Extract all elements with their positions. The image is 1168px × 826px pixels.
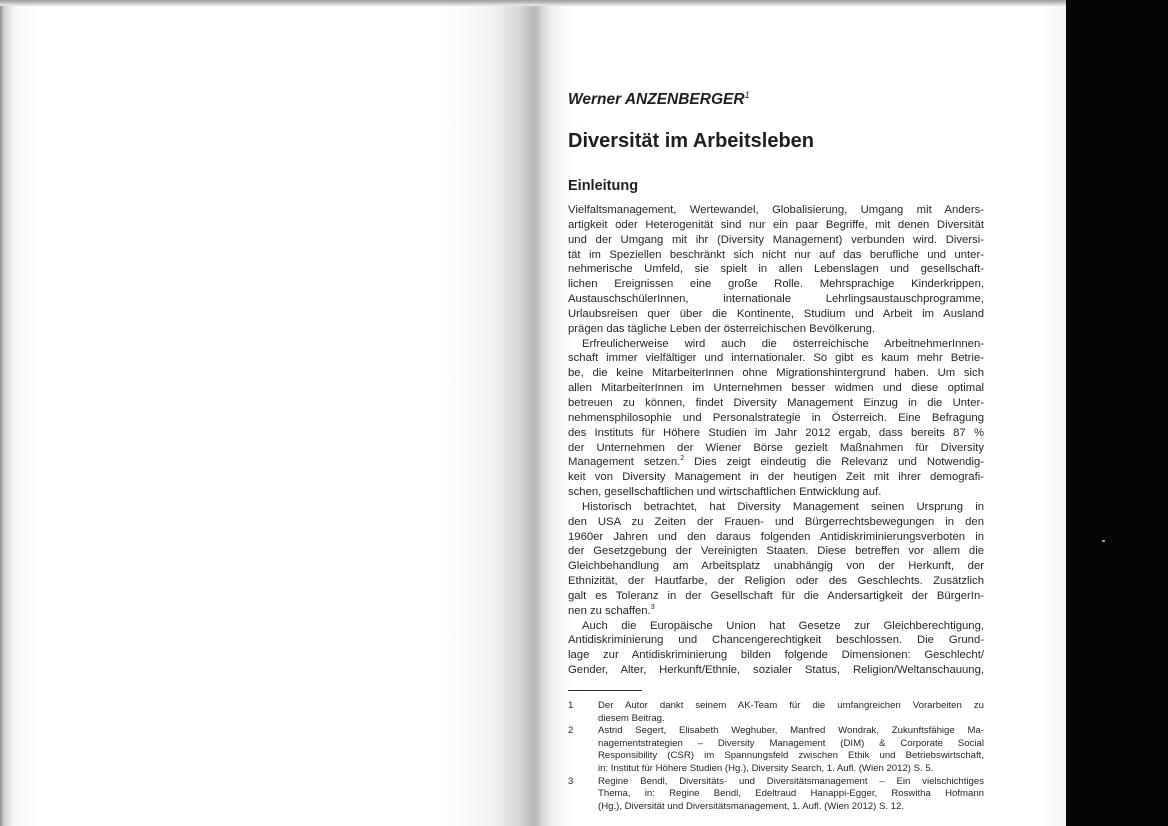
body-text: [568, 203, 984, 678]
body-line: Gender, Alter, Herkunft/Ethnie, sozialer Status, Religion/Weltanschauung,: [568, 664, 984, 677]
body-line: AustauschschülerInnen, internationale Lehrlingsaustauschprogramme,: [568, 293, 984, 306]
scan-speck: [1102, 540, 1105, 542]
body-line: Gleichbehandlung am Arbeitsplatz unabhängig von der Herkunft, der: [568, 560, 984, 573]
footnote-item: [568, 700, 984, 725]
line-text: nen zu schaffen.: [568, 604, 651, 617]
body-line: Historisch betrachtet, hat Diversity Management seinen Ursprung in: [582, 500, 984, 513]
body-line: allen MitarbeiterInnen im Unternehmen besser widmen und diese optimal: [568, 382, 984, 395]
footnote-reference: 2: [680, 455, 685, 463]
footnote-line: diesem Beitrag.: [598, 712, 665, 724]
body-line: der Unternehmen der Wiener Börse gezielt Maßnahmen für Diversity: [568, 441, 984, 454]
body-line: den USA zu Zeiten der Frauen- und Bürgerrechtsbewegungen in den: [568, 515, 984, 528]
body-line: und der Umgang mit ihr (Diversity Management) verbunden wird. Diversi-: [568, 233, 984, 246]
line-text: Management setzen.: [568, 456, 681, 469]
footnotes: [568, 700, 984, 813]
body-line: tät im Speziellen beschränkt sich nicht nur auf das berufliche und unter-: [568, 248, 984, 261]
left-page-blank: [0, 0, 540, 826]
footnote-line: Astrid Segert, Elisabeth Weghuber, Manfred Wondrak, Zukunftsfähige Ma-: [598, 725, 984, 737]
body-line: lichen Ereignissen eine große Rolle. Mehrsprachige Kinderkrippen,: [568, 278, 984, 291]
footnote-line: Responsibility (CSR) im Spannungsfeld zwischen Ethik und Betriebswirtschaft,: [598, 750, 984, 762]
body-line: betreuen zu können, findet Diversity Management Einzug in die Unter-: [568, 396, 984, 409]
body-line: [568, 604, 984, 619]
footnote-reference: 3: [650, 604, 655, 612]
body-line: Vielfaltsmanagement, Wertewandel, Globalisierung, Umgang mit Anders-: [568, 204, 984, 216]
body-line: keit von Diversity Management in der heutigen Zeit mit ihrer demografi-: [568, 471, 984, 484]
footnote-item: [568, 725, 984, 775]
body-line: Auch die Europäische Union hat Gesetze zur Gleichberechtigung,: [582, 619, 984, 632]
author-footnote-mark: 1: [744, 90, 750, 100]
body-line: Urlaubsreisen quer über die Kontinente, Studium und Arbeit im Ausland: [568, 307, 984, 320]
footnote-line: Der Autor dankt seinem AK-Team für die umfangreichen Vorarbeiten zu: [598, 700, 984, 711]
body-line: prägen das tägliche Leben der österreichischen Bevölkerung.: [568, 322, 876, 335]
body-line: des Instituts für Höhere Studien im Jahr 2012 ergab, dass bereits 87 %: [568, 426, 984, 439]
footnote-number: 2: [568, 725, 574, 737]
footnote-text: [598, 700, 984, 725]
body-line: schen, gesellschaftlichen und wirtschaftlichen Entwicklung auf.: [568, 486, 882, 499]
scanner-background: [1066, 0, 1168, 826]
body-line: [568, 455, 984, 470]
body-line: artigkeit oder Heterogenität sind nur ein paar Begriffe, mit denen Diversität: [568, 218, 984, 231]
body-line: schaft immer vielfältiger und internationaler. So gibt es kaum mehr Betrie-: [568, 352, 984, 365]
line-text-continued: Dies zeigt eindeutig die Relevanz und Notwendig-: [684, 456, 984, 469]
body-line: Ethnizität, der Hautfarbe, der Religion oder des Geschlechts. Zusätzlich: [568, 575, 984, 588]
footnote-line: nagementstrategien – Diversity Management (DIM) & Corporate Social: [598, 737, 984, 749]
author-name: Werner ANZENBERGER$^1$: [568, 90, 750, 109]
footnote-line: in: Institut für Höhere Studien (Hg.), Diversity Search, 1. Aufl. (Wien 2012) S. 5.: [598, 762, 934, 774]
footnote-line: Regine Bendl, Diversitäts- und Diversitätsmanagement – Ein vielschichtiges: [598, 775, 984, 787]
footnote-number: 3: [568, 775, 574, 787]
footnote-line: (Hg.), Diversität und Diversitätsmanagement, 1. Aufl. (Wien 2012) S. 12.: [598, 800, 905, 812]
body-line: nehmerische Umfeld, sie spielt in allen Lebenslagen und gesellschaft-: [568, 263, 984, 276]
footnote-number: 1: [568, 700, 574, 711]
footnote-rule: [568, 690, 642, 691]
body-line: galt es Toleranz in der Gesellschaft für die Andersartigkeit der BürgerIn-: [568, 589, 984, 602]
footnote-text: [598, 776, 984, 814]
body-line: der Gesetzgebung der Vereinigten Staaten. Diese betreffen vor allem die: [568, 545, 984, 558]
footnote-item: [568, 776, 984, 814]
page-top-shadow: [0, 0, 1066, 6]
body-line: lage zur Antidiskriminierung bilden folgende Dimensionen: Geschlecht/: [568, 649, 984, 662]
body-line: be, die keine MitarbeiterInnen ohne Migrationshintergrund haben. Um sich: [568, 367, 984, 380]
footnote-text: [598, 725, 984, 775]
article-title: Diversität im Arbeitsleben: [568, 130, 815, 152]
body-line: 1960er Jahren und den daraus folgenden Antidiskriminierungsverboten in: [568, 530, 984, 543]
body-line: Antidiskriminierung und Chancengerechtigkeit beschlossen. Die Grund-: [568, 634, 984, 647]
body-line: nehmensphilosophie und Personalstrategie in Österreich. Eine Befragung: [568, 411, 984, 424]
section-heading: Einleitung: [568, 178, 639, 194]
footnote-line: Thema, in: Regine Bendl, Edeltraud Hanappi-Egger, Roswitha Hofmann: [598, 788, 984, 800]
body-line: Erfreulicherweise wird auch die österreichische ArbeitnehmerInnen-: [582, 337, 984, 350]
